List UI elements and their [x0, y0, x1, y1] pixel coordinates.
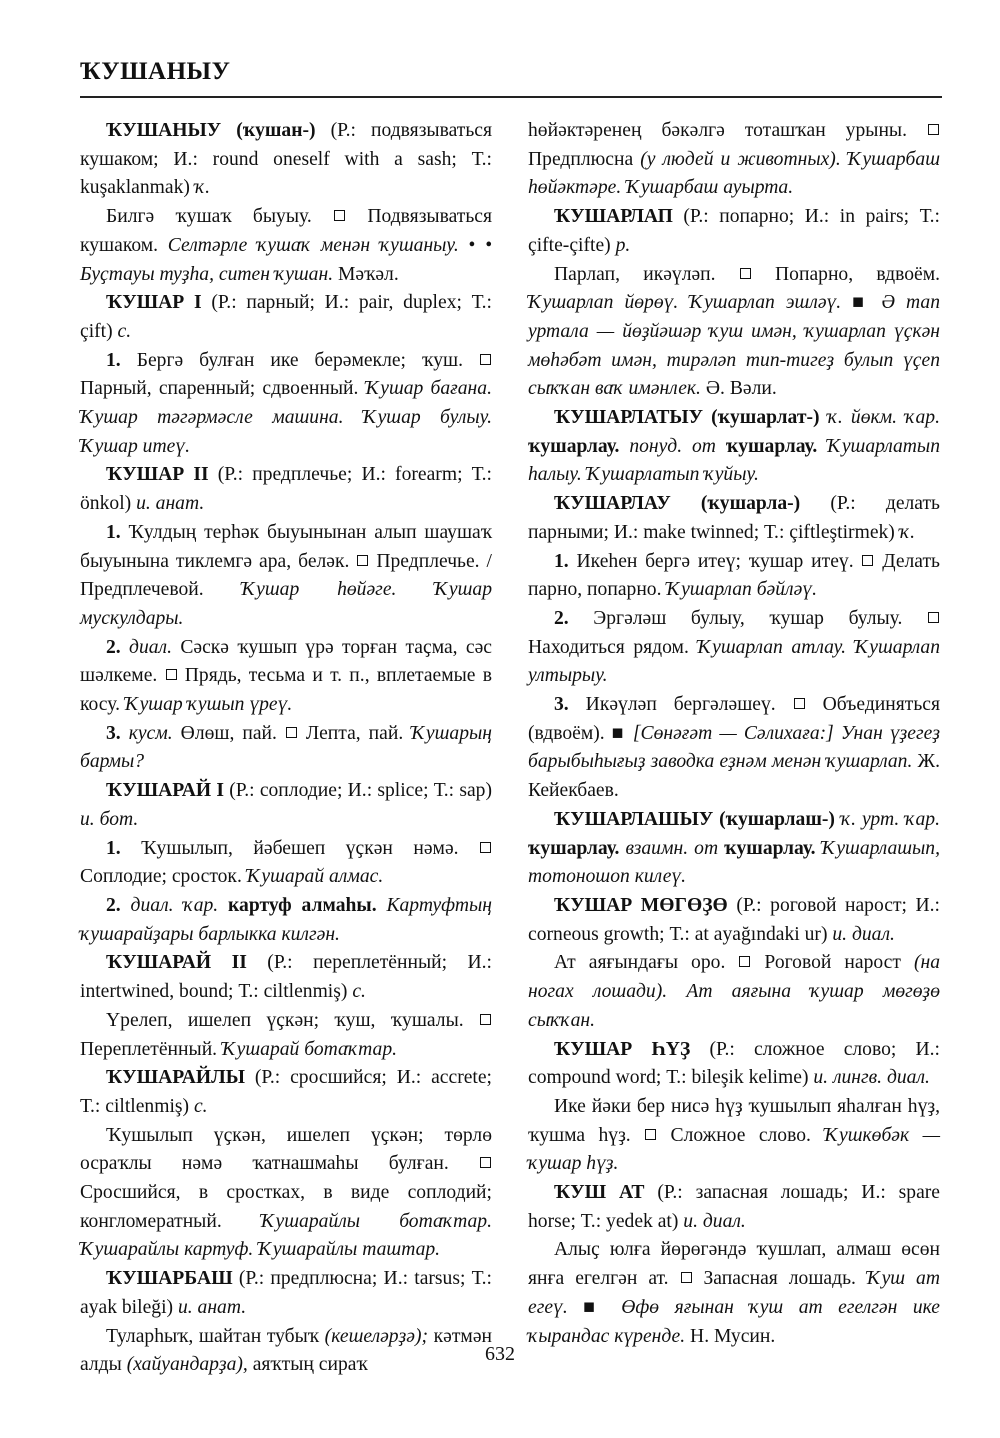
- filled-square-icon: ■: [611, 722, 626, 744]
- usage-label: взаимн. от: [619, 837, 719, 859]
- usage-label: кусм.: [120, 722, 173, 744]
- etymology: (Р.: предплюсна; И.: tarsus; Т.: ayak bileği): [80, 1268, 492, 1318]
- definition-text: Бергә булған ике берәмекле; ҡуш.: [120, 349, 479, 371]
- square-marker-icon: [794, 698, 805, 709]
- example: Ҡуш ат егеү.: [528, 1268, 940, 1318]
- definition-text: Ҡулдың терһәк быуынынан алып шаушаҡ быуынына тиклемгә ара, беләк.: [80, 521, 492, 572]
- square-marker-icon: [334, 210, 345, 221]
- square-marker-icon: [862, 555, 873, 566]
- definition-text: кәтмән алды: [80, 1325, 492, 1376]
- translation: Прядь, тесьма и т. п., вплетаемые в косу.: [80, 665, 492, 716]
- pos-label: ҡ.: [899, 521, 915, 543]
- cross-reference: ҡушарлау.: [718, 837, 816, 859]
- sense-number: 1.: [106, 349, 121, 371]
- etymology: (Р.: предплечье; И.: forearm; Т.: önkol): [80, 464, 492, 515]
- definition-text: Икәүләп бергәләшеү.: [568, 694, 793, 716]
- definition-text: аяҡтың сираҡ: [247, 1354, 368, 1376]
- definition-text: Ике йәки бер нисә һүҙ ҡушылып яһалған һүҙ, ҡушма һүҙ.: [528, 1095, 940, 1146]
- example: Ҡушарайлы ботаҡтар. Ҡушарайлы картуф. Ҡушарайлы таштар.: [80, 1210, 492, 1261]
- headword: ҠУШАРАЙ II: [106, 952, 247, 974]
- definition: [528, 1093, 940, 1179]
- headword: ҠУШАР I: [106, 292, 202, 314]
- pos-label: р.: [615, 234, 631, 256]
- etymology: (Р.: роговой нарост; И.: corneous growth; Т.: at ayağındaki ur): [528, 894, 940, 945]
- entry-kusharlau: [528, 490, 940, 547]
- translation: Сложное слово.: [657, 1124, 825, 1146]
- definition-text: Парлап, икәүләп.: [554, 263, 739, 285]
- usage-label: диал.: [120, 636, 172, 658]
- translation: Лепта, пай.: [297, 722, 412, 744]
- sense: [80, 347, 492, 462]
- square-marker-icon: [480, 842, 491, 853]
- cross-reference: ҡушарлау.: [715, 435, 818, 457]
- pos-label: и. диал.: [832, 923, 895, 945]
- example: Ҡушарлап йөрөү. Ҡушарлап эшләү.: [528, 292, 842, 314]
- pos-label: с.: [117, 320, 132, 342]
- source: Ә. Вәли.: [700, 378, 777, 400]
- definition: [80, 1122, 492, 1266]
- definition: [528, 261, 940, 405]
- entry-kushar-huz: [528, 1036, 940, 1093]
- square-marker-icon: [357, 555, 368, 566]
- headword: ҠУШАРАЙЛЫ: [106, 1067, 245, 1089]
- headword: ҠУШАРЛАП: [554, 206, 673, 228]
- entry-kushanyu: [80, 117, 492, 203]
- square-marker-icon: [480, 1014, 491, 1025]
- quotation: Ә тап уртала — йөҙйәшәр ҡуш имән, ҡушарлап үҫкән мөһәбәт имән, тирәләп тип-тигеҙ булып үҫеп сыҡҡан ваҡ имәнлек.: [528, 292, 940, 400]
- pos-label: ҡ. йөкм. ҡар.: [819, 407, 940, 429]
- pos-label: и. лингв. диал.: [813, 1067, 930, 1089]
- cross-reference: ҡушарлау.: [528, 837, 620, 859]
- translation: Роговой нарост: [751, 952, 914, 974]
- sense: [528, 605, 940, 691]
- definition-text: Ҡушылып, йәбешеп үҫкән нәмә.: [120, 837, 479, 859]
- definition: [528, 949, 940, 1035]
- entry-kush-at: [528, 1179, 940, 1236]
- etymology: (Р.: переплетённый; И.: intertwined, bound; Т.: ciltlenmiş): [80, 952, 492, 1003]
- usage-label: понуд.: [619, 435, 683, 457]
- header-rule: [80, 96, 942, 98]
- example: Ҡушарай алмас.: [246, 866, 384, 888]
- etymology: (Р.: сросшийся; И.: accrete; Т.: ciltlenmiş): [80, 1067, 492, 1117]
- usage-label: диал. ҡар.: [120, 894, 219, 916]
- pos-label: и. анат.: [136, 493, 205, 515]
- square-marker-icon: [928, 612, 939, 623]
- sense-number: 2.: [554, 607, 569, 629]
- quotation: Өфө яғынан ҡуш ат егелгән ике ҡырандас күренде.: [528, 1296, 940, 1347]
- headword: ҠУШАРЛАШЫУ (ҡушарлаш-): [554, 808, 835, 830]
- entry-kusharay-1: [80, 777, 492, 834]
- translation: Предплюсна: [528, 148, 641, 170]
- etymology: (Р.: запасная лошадь; И.: spare horse; Т.: yedek at): [528, 1182, 940, 1232]
- definition: [528, 1236, 940, 1351]
- entry-kusharbash: [80, 1265, 492, 1322]
- entry-kusharlatyu: [528, 404, 940, 490]
- example: Ҡушарлап атлау. Ҡушарлап ултырыу.: [528, 636, 940, 687]
- entry-kusharayly: [80, 1064, 492, 1121]
- translation: Находиться рядом.: [528, 636, 698, 658]
- etymology: (Р.: парный; И.: pair, duplex; Т.: çift): [80, 292, 493, 342]
- translation: Подвязываться кушаком.: [80, 206, 492, 256]
- source: Мәҡәл.: [333, 263, 399, 285]
- source: Н. Мусин.: [685, 1325, 776, 1347]
- headword: ҠУШАР МӨГӨҘӨ: [554, 894, 728, 916]
- square-marker-icon: [480, 1157, 491, 1168]
- example: Ҡушарлап бәйләү.: [666, 579, 817, 601]
- definition-continued: [528, 117, 940, 203]
- pos-label: и. анат.: [177, 1296, 247, 1318]
- headword: ҠУШАРАЙ I: [106, 780, 225, 802]
- headword: ҠУШАРЛАТЫУ (ҡушарлат-): [554, 407, 820, 429]
- translation: Переплетённый.: [80, 1038, 222, 1060]
- filled-square-icon: ■: [583, 1296, 606, 1318]
- square-marker-icon: [928, 124, 939, 135]
- definition-text: Өлөш, пай.: [172, 722, 285, 744]
- sense: [80, 634, 492, 720]
- square-marker-icon: [480, 354, 491, 365]
- example: Ҡушар бағана. Ҡушар тәгәрмәсле машина. Ҡушар булыу. Ҡушар итеү.: [80, 378, 492, 457]
- definition-text: Икеһен бергә итеү; ҡушар итеү.: [568, 550, 862, 572]
- example: (у людей и животных). Ҡушарбаш һөйәктәре. Ҡушарбаш ауыртa.: [528, 148, 940, 199]
- example: Ҡушар ҡушып үреү.: [124, 694, 293, 716]
- definition-text: Ат аяғындағы оро.: [554, 952, 739, 974]
- running-head: ҠУШАНЫУ: [80, 58, 231, 85]
- square-marker-icon: [740, 268, 751, 279]
- sense-number: 1.: [106, 837, 121, 859]
- etymology: (Р.: подвязываться кушаком; И.: round oneself with a sash; Т.: kuşaklanmak): [80, 120, 492, 199]
- entry-kusharlashyu: [528, 806, 940, 892]
- sense: [528, 548, 940, 605]
- example: Селтәрле ҡушаҡ менән ҡушаныу.: [167, 234, 459, 256]
- example: (на ногах лошади). Ат аяғына ҡушар мөгөҙө сыҡҡан.: [528, 952, 941, 1031]
- right-column: [528, 117, 940, 1351]
- example: Ҡушарың бармы?: [80, 722, 492, 773]
- translation: Предплечье. / Предплечевой.: [80, 550, 492, 601]
- cross-reference: ҡушарлау.: [528, 435, 620, 457]
- source: Ж. Кейекбаев.: [528, 751, 940, 802]
- definition-text: Үрелеп, ишелеп үҫкән; ҡуш, ҡушалы.: [106, 1009, 479, 1031]
- example: Ҡушкөбәк — ҡушар һүҙ.: [528, 1124, 940, 1175]
- definition-text: һөйәктәренең бәкәлгә тоташҡан урыны.: [528, 120, 927, 141]
- etymology: (Р.: попарно; И.: in pairs; Т.: çifte-çifte): [528, 206, 940, 256]
- pos-label: с.: [193, 1095, 208, 1117]
- etymology: (Р.: соплодие; И.: splice; Т.: sap): [224, 780, 492, 802]
- sense-number: 1.: [106, 521, 121, 543]
- note: (кешеләрҙә);: [324, 1325, 428, 1347]
- translation: Соплодие; сросток.: [80, 866, 247, 888]
- entry-kusharlap: [528, 203, 940, 260]
- headword: ҠУШАНЫУ (ҡушан-): [106, 120, 316, 141]
- definition-text: Туларһыҡ, шайтан тубыҡ: [106, 1325, 325, 1347]
- page-number: 632: [485, 1343, 515, 1365]
- example: Ҡушарай ботаҡтар.: [221, 1038, 398, 1060]
- headword: ҠУШАР II: [106, 464, 209, 486]
- example: Ҡушарлашып, тотоношоп килеү.: [528, 837, 941, 888]
- translation: Объединяться (вдвоём).: [528, 694, 940, 744]
- proverb: • Буҫтауы туҙһа, ситен ҡушан.: [80, 234, 492, 285]
- cross-reference: картуф алмаһы.: [218, 894, 377, 916]
- sense-number: 2.: [106, 894, 121, 916]
- definition-text: Сәскә ҡушып үрә торған таҫма, сәс шәлкеме.: [80, 636, 492, 687]
- filled-square-icon: ■: [852, 292, 871, 314]
- pos-label: ҡ. урт. ҡар.: [834, 808, 940, 830]
- entry-kushar-1: [80, 289, 492, 346]
- pos-label: с.: [352, 981, 366, 1003]
- definition: [80, 203, 492, 289]
- example: Ҡушарлатып һалыу. Ҡушарлатып ҡуйыу.: [528, 435, 940, 486]
- sense-number: 3.: [554, 694, 569, 716]
- headword: ҠУШАРЛАУ (ҡушарла-): [554, 493, 801, 515]
- translation: Запасная лошадь.: [692, 1268, 867, 1290]
- pos-label: и. диал.: [683, 1210, 746, 1232]
- etymology: (Р.: делать парными; И.: make twinned; Т.: çiftleştirmek): [528, 493, 940, 543]
- sense: [80, 720, 492, 777]
- translation: Делать парно, попарно.: [528, 550, 940, 601]
- sense-number: 1.: [554, 550, 569, 572]
- sense: [528, 691, 940, 806]
- usage-label: от: [682, 435, 716, 457]
- square-marker-icon: [166, 669, 177, 680]
- sense: [80, 835, 492, 892]
- translation: Сросшийся, в сростках, в виде соплодий; конгломератный.: [80, 1182, 492, 1232]
- definition-text: Алыҫ юлға йөрөгәндә ҡушлап, алмаш өсөн янға егелгән ат.: [528, 1239, 940, 1290]
- headword: ҠУШ АТ: [554, 1182, 645, 1204]
- pos-label: ҡ.: [194, 177, 211, 199]
- sense-number: 3.: [106, 722, 121, 744]
- definition-text: Эргәләш булыу, ҡушар булыу.: [568, 607, 927, 629]
- example: Картуфтың ҡушарайҙары барлыкка килгән.: [80, 894, 492, 945]
- definition: [80, 1007, 492, 1064]
- entry-kushar-2: [80, 461, 492, 518]
- definition-text: Билгә ҡушаҡ быуыу.: [106, 206, 334, 228]
- translation: Попарно, вдвоём.: [751, 263, 940, 285]
- etymology: (Р.: сложное слово; И.: compound word; Т.: bileşik kelime): [528, 1038, 940, 1089]
- square-marker-icon: [681, 1272, 692, 1283]
- entry-kushar-mogozo: [528, 892, 940, 949]
- definition-text: Ҡушылып үҫкән, ишелеп үҫкән; төрлө осраҡлы нәмә ҡатнашмаһы булған.: [80, 1124, 492, 1175]
- sense-number: 2.: [106, 636, 121, 658]
- headword: ҠУШАРБАШ: [106, 1268, 233, 1290]
- square-marker-icon: [739, 956, 750, 967]
- square-marker-icon: [645, 1129, 656, 1140]
- quotation: [Сөнәғәт — Сәлихаға:] Унан үҙегеҙ барыбыһығыҙ заводка еҙнәм менән ҡушарлап.: [528, 722, 940, 773]
- entry-kusharay-2: [80, 949, 492, 1006]
- sense: [80, 519, 492, 634]
- note: (хайуандарҙа),: [126, 1354, 248, 1376]
- example: Ҡушар һөйәге. Ҡушар мускулдары.: [80, 579, 492, 629]
- left-column: [80, 117, 492, 1380]
- bullet-icon: •: [468, 234, 476, 256]
- headword: ҠУШАР ҺҮҘ: [554, 1038, 691, 1060]
- pos-label: и. бот.: [80, 808, 139, 830]
- translation: Парный, спаренный; сдвоенный.: [80, 378, 366, 400]
- sense: [80, 892, 492, 949]
- square-marker-icon: [286, 727, 297, 738]
